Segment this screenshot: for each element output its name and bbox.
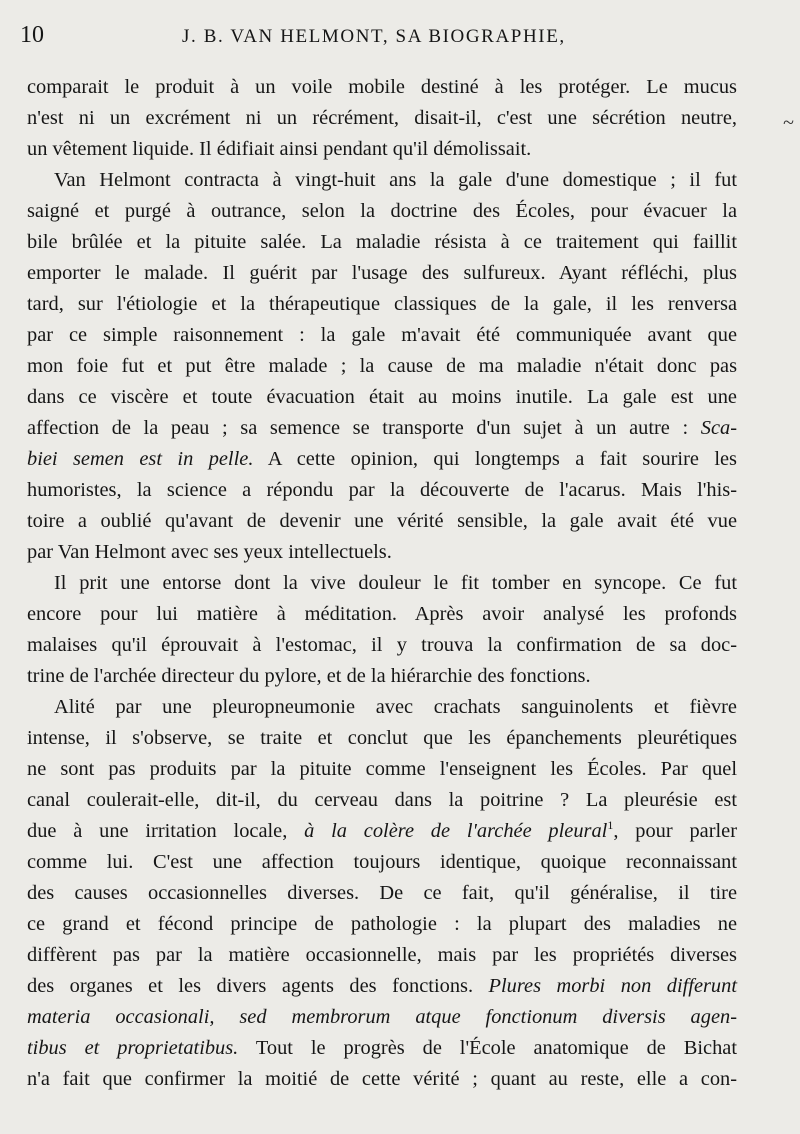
text-line: humoristes, la science a répondu par la découverte de l'acarus. Mais l'his- [27,479,737,501]
text-line: encore pour lui matière à méditation. Après avoir analysé les profonds [27,603,737,625]
latin-phrase: tibus et proprietatibus. [27,1037,239,1059]
text-span: , pour parler [613,820,737,842]
text-line: comparait le produit à un voile mobile destiné à les protéger. Le mucus [27,76,737,98]
text-line: saigné et purgé à outrance, selon la doctrine des Écoles, pour évacuer la [27,200,737,222]
footnote-ref: 1 [607,818,614,833]
latin-phrase: Plures morbi non differunt [488,975,737,997]
text-line: ne sont pas produits par la pituite comme l'enseignent les Écoles. Par quel [27,758,737,780]
text-span: affection de la peau ; sa semence se transporte d'un sujet à un autre : [27,417,701,439]
text-line [27,413,737,444]
text-line: toire a oublié qu'avant de devenir une vérité sensible, la gale avait été vue [27,510,737,532]
text-span: due à une irritation locale, [27,820,305,842]
text-line: diffèrent pas par la matière occasionnelle, mais par les propriétés diverses [27,944,737,966]
italic-quote: à la colère de l'archée pleural [304,820,608,842]
latin-phrase: Sca- [700,417,737,439]
text-line: intense, il s'observe, se traite et conclut que les épanchements pleurétiques [27,727,737,749]
text-line [27,1033,737,1064]
text-line: par ce simple raisonnement : la gale m'avait été communiquée avant que [27,324,737,346]
text-line: un vêtement liquide. Il édifiait ainsi pendant qu'il démolissait. [27,138,532,160]
text-line: bile brûlée et la pituite salée. La maladie résista à ce traitement qui faillit [27,231,737,253]
body-text [27,72,737,1095]
latin-phrase: biei semen est in pelle. [27,448,254,470]
paragraph-start-line: Alité par une pleuropneumonie avec crachats sanguinolents et fièvre [54,696,737,718]
paragraph-start-line: Van Helmont contracta à vingt-huit ans la gale d'une domestique ; il fut [54,169,737,191]
text-line [27,816,737,847]
text-line: comme lui. C'est une affection toujours identique, quoique reconnaissant [27,851,737,873]
text-line: mon foie fut et put être malade ; la cause de ma maladie n'était donc pas [27,355,737,377]
margin-mark: ~ [783,112,794,134]
text-line: dans ce viscère et toute évacuation était au moins inutile. La gale est une [27,386,737,408]
text-line: tard, sur l'étiologie et la thérapeutique classiques de la gale, il les renversa [27,293,737,315]
paragraph-start-line: Il prit une entorse dont la vive douleur le fit tomber en syncope. Ce fut [54,572,737,594]
text-line [27,971,737,1002]
text-span: A cette opinion, qui longtemps a fait sourire les [253,448,737,470]
text-line: ce grand et fécond principe de pathologie : la plupart des maladies ne [27,913,737,935]
text-line: malaises qu'il éprouvait à l'estomac, il y trouva la confirmation de sa doc- [27,634,737,656]
text-line: emporter le malade. Il guérit par l'usage des sulfureux. Ayant réfléchi, plus [27,262,737,284]
text-line: canal coulerait-elle, dit-il, du cerveau dans la poitrine ? La pleurésie est [27,789,737,811]
text-line [27,1002,737,1033]
text-span: des organes et les divers agents des fonctions. [27,975,489,997]
latin-phrase: materia occasionali, sed membrorum atque fonctionum diversis agen- [27,1006,737,1028]
text-span: Tout le progrès de l'École anatomique de Bichat [238,1037,737,1059]
running-head: J. B. VAN HELMONT, SA BIOGRAPHIE, [182,26,566,47]
page-number: 10 [20,22,44,48]
text-line: n'a fait que confirmer la moitié de cette vérité ; quant au reste, elle a con- [27,1068,737,1090]
text-line [27,444,737,475]
text-line: trine de l'archée directeur du pylore, et de la hiérarchie des fonctions. [27,665,591,687]
page-header [20,22,760,56]
text-line: des causes occasionnelles diverses. De ce fait, qu'il généralise, il tire [27,882,737,904]
text-line: n'est ni un excrément ni un récrément, disait-il, c'est une sécrétion neutre, [27,107,737,129]
text-line: par Van Helmont avec ses yeux intellectuels. [27,541,392,563]
